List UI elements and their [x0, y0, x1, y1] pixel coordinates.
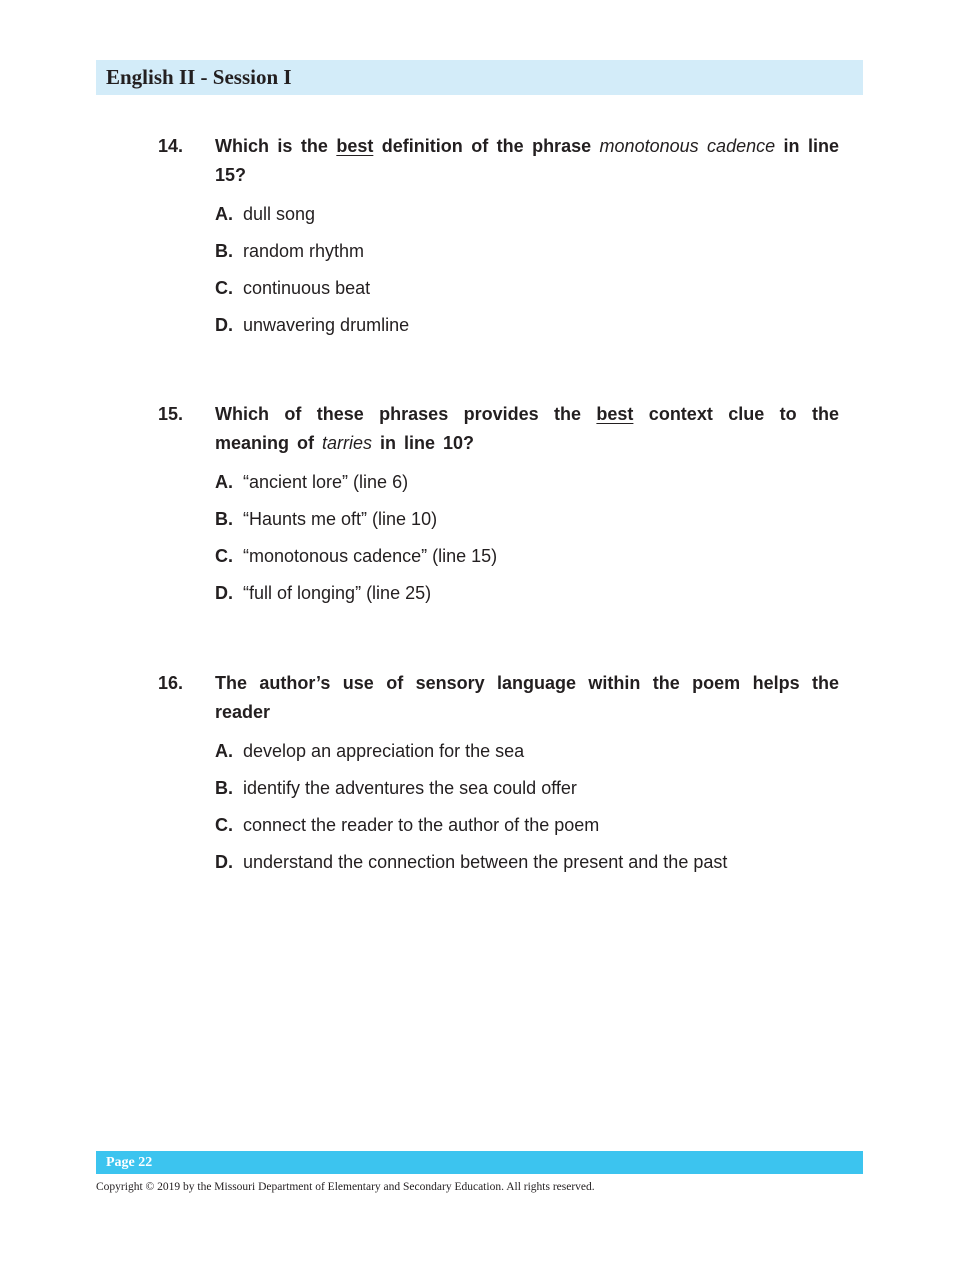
question-text: The author’s use of sensory language within the poem helps the reader: [215, 673, 839, 722]
option-text: “full of longing” (line 25): [243, 583, 432, 603]
question-16: [158, 669, 839, 888]
answer-option-b[interactable]: [215, 508, 839, 545]
answer-option-a[interactable]: [215, 740, 839, 777]
question-number: 16.: [158, 673, 184, 693]
option-text: develop an appreciation for the sea: [243, 741, 525, 761]
option-letter: C.: [215, 546, 233, 566]
header-band: [96, 60, 863, 95]
answer-options: [215, 471, 839, 619]
answer-option-a[interactable]: [215, 203, 839, 240]
page-title: English II - Session I: [106, 65, 292, 89]
emphasis-underline: best: [336, 136, 374, 156]
footer-band: [96, 1151, 863, 1174]
italic-term: tarries: [322, 433, 373, 453]
copyright-notice: Copyright © 2019 by the Missouri Department of Elementary and Secondary Education. All rights reserved.: [96, 1181, 595, 1193]
answer-option-d[interactable]: [215, 851, 839, 888]
answer-option-b[interactable]: [215, 777, 839, 814]
option-text: identify the adventures the sea could offer: [243, 778, 577, 798]
question-stem: [158, 400, 839, 458]
option-letter: C.: [215, 815, 233, 835]
question-stem: [158, 669, 839, 727]
option-letter: B.: [215, 241, 233, 261]
option-text: “Haunts me oft” (line 10): [243, 509, 438, 529]
page-number: Page 22: [106, 1154, 153, 1170]
option-text: connect the reader to the author of the poem: [243, 815, 600, 835]
option-letter: C.: [215, 278, 233, 298]
option-text: “monotonous cadence” (line 15): [243, 546, 498, 566]
question-stem: [158, 132, 839, 190]
italic-term: monotonous cadence: [599, 136, 776, 156]
option-letter: A.: [215, 472, 233, 492]
option-letter: D.: [215, 315, 233, 335]
option-text: unwavering drumline: [243, 315, 410, 335]
option-text: random rhythm: [243, 241, 365, 261]
option-letter: D.: [215, 852, 233, 872]
option-letter: B.: [215, 509, 233, 529]
answer-option-d[interactable]: [215, 314, 839, 351]
option-letter: A.: [215, 204, 233, 224]
question-number: 14.: [158, 136, 184, 156]
option-text: “ancient lore” (line 6): [243, 472, 409, 492]
question-14: [158, 132, 839, 351]
option-letter: A.: [215, 741, 233, 761]
answer-option-c[interactable]: [215, 545, 839, 582]
option-text: understand the connection between the present and the past: [243, 852, 728, 872]
answer-option-c[interactable]: [215, 814, 839, 851]
option-letter: B.: [215, 778, 233, 798]
question-15: [158, 400, 839, 619]
answer-option-c[interactable]: [215, 277, 839, 314]
answer-options: [215, 740, 839, 888]
question-text: Which is the best definition of the phrase monotonous cadence in line 15?: [215, 136, 839, 185]
option-text: continuous beat: [243, 278, 371, 298]
answer-option-b[interactable]: [215, 240, 839, 277]
question-text: Which of these phrases provides the best context clue to the meaning of tarries in line 10?: [215, 404, 839, 453]
answer-options: [215, 203, 839, 351]
answer-option-a[interactable]: [215, 471, 839, 508]
question-number: 15.: [158, 404, 184, 424]
emphasis-underline: best: [596, 404, 634, 424]
option-letter: D.: [215, 583, 233, 603]
option-text: dull song: [243, 204, 316, 224]
answer-option-d[interactable]: [215, 582, 839, 619]
